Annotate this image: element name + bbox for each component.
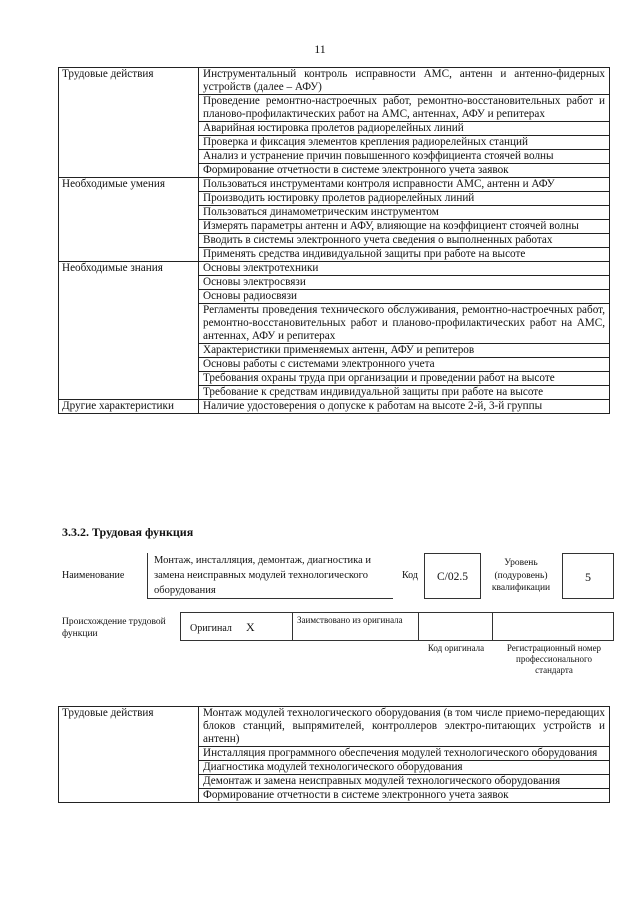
name-label: Наименование [62,570,125,581]
level-value: 5 [562,553,614,599]
origin-label: Происхождение трудовой функции [62,617,166,639]
row-value: Диагностика модулей технологического оборудования [199,761,610,775]
row-value: Характеристики применяемых антенн, АФУ и репитеров [199,344,610,358]
row-value: Наличие удостоверения о допуске к работам на высоте 2-й, 3-й группы [199,400,610,414]
row-value: Инструментальный контроль исправности АМС, антенн и антенно-фидерных устройств (далее – АФУ) [199,68,610,95]
row-value: Основы электротехники [199,262,610,276]
name-value: Монтаж, инсталляция, демонтаж, диагностика и замена неисправных модулей технологического оборудования [147,553,393,599]
row-label: Трудовые действия [59,68,199,178]
row-value: Формирование отчетности в системе электронного учета заявок [199,789,610,803]
row-value: Измерять параметры антенн и АФУ, влияющие на коэффициент стоячей волны [199,220,610,234]
row-value: Анализ и устранение причин повышенного коэффициента стоячей волны [199,150,610,164]
table-row [59,178,610,192]
row-value: Инсталляция программного обеспечения модулей технологического оборудования [199,747,610,761]
code-label: Код [402,570,418,581]
original-label: Оригинал [190,623,232,634]
borrowed-label: Заимствовано из оригинала [297,615,403,625]
row-value: Пользоваться динамометрическим инструментом [199,206,610,220]
row-value: Вводить в системы электронного учета сведения о выполненных работах [199,234,610,248]
row-value: Демонтаж и замена неисправных модулей технологического оборудования [199,775,610,789]
row-value: Требование к средствам индивидуальной защиты при работе на высоте [199,386,610,400]
row-value: Формирование отчетности в системе электронного учета заявок [199,164,610,178]
table-row [59,707,610,747]
row-label: Трудовые действия [59,707,199,803]
row-value: Пользоваться инструментами контроля исправности АМС, антенн и АФУ [199,178,610,192]
original-code-label: Код оригинала [427,643,485,653]
function-table [58,706,610,803]
page-number: 11 [314,42,326,56]
row-label: Необходимые умения [59,178,199,262]
table-row [59,68,610,95]
original-mark: X [246,620,255,634]
row-value: Основы радиосвязи [199,290,610,304]
competency-table [58,67,610,414]
row-label: Необходимые знания [59,262,199,400]
row-value: Проведение ремонтно-настроечных работ, ремонтно-восстановительных работ и планово-профилактических работ на АМС, антеннах, АФУ и репитерах [199,95,610,122]
row-value: Производить юстировку пролетов радиорелейных линий [199,192,610,206]
section-title: 3.3.2. Трудовая функция [62,525,194,539]
row-value: Регламенты проведения технического обслуживания, ремонтно-настроечных работ, ремонтно-восстановительных работ и планово-профилактических работ на АМС, антеннах, АФУ и репитерах [199,304,610,344]
row-value: Аварийная юстировка пролетов радиорелейных линий [199,122,610,136]
table-row [59,400,610,414]
row-value: Применять средства индивидуальной защиты при работе на высоте [199,248,610,262]
row-value: Проверка и фиксация элементов крепления радиорелейных станций [199,136,610,150]
row-label: Другие характеристики [59,400,199,414]
table-row [59,262,610,276]
row-value: Основы работы с системами электронного учета [199,358,610,372]
registration-number-label: Регистрационный номер профессионального стандарта [506,643,602,675]
row-value: Монтаж модулей технологического оборудования (в том числе приемо-передающих блоков станций, выпрямителей, контроллеров электро-питающих устройств и антенн) [199,707,610,747]
level-label: Уровень (подуровень) квалификации [491,558,551,593]
code-value: C/02.5 [424,553,481,599]
row-value: Требования охраны труда при организации и проведении работ на высоте [199,372,610,386]
row-value: Основы электросвязи [199,276,610,290]
